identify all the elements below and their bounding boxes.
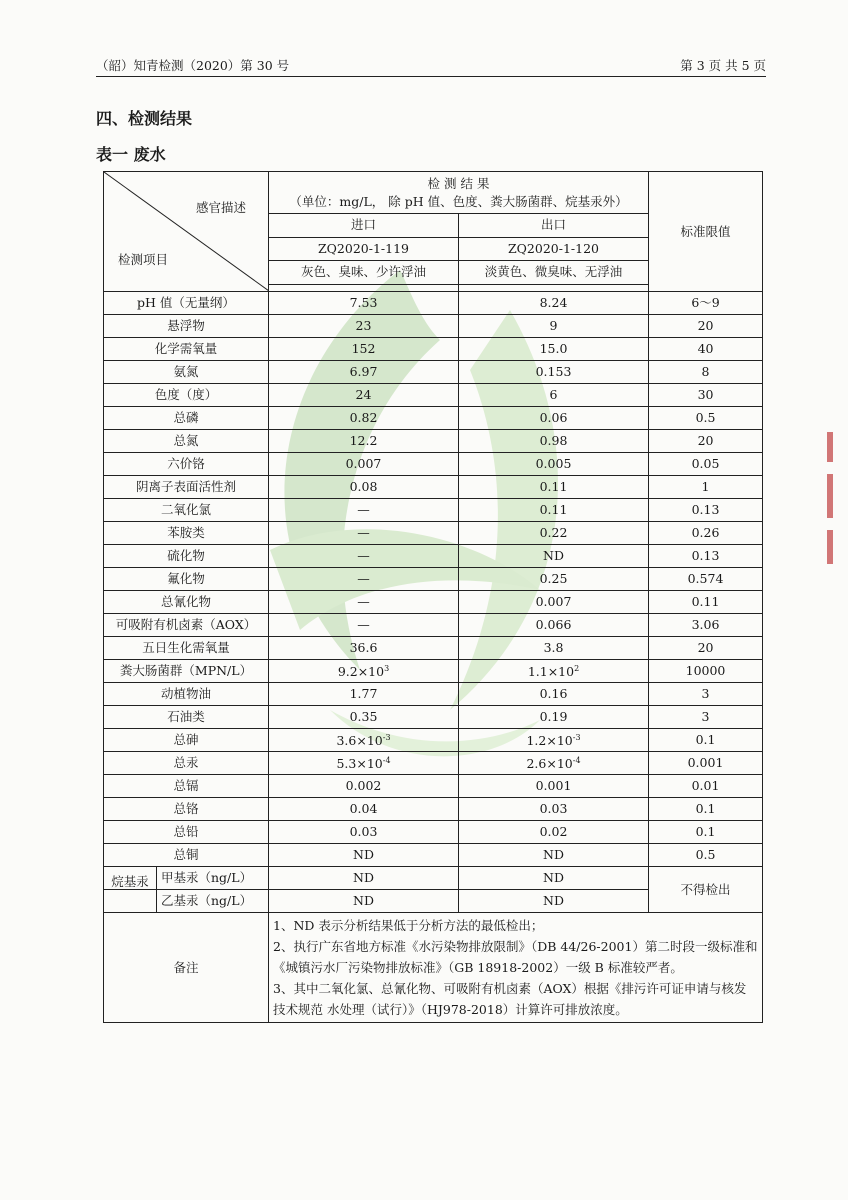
test-item: 硫化物	[104, 545, 269, 568]
inlet-value-text: 0.82	[349, 410, 378, 425]
standard-limit: 0.574	[649, 568, 763, 591]
remarks-row	[104, 913, 763, 1023]
outlet-value-text: 0.066	[535, 617, 572, 632]
test-item: 苯胺类	[104, 522, 269, 545]
table-row	[104, 545, 763, 568]
test-item: 化学需氧量	[104, 338, 269, 361]
outlet-value	[459, 499, 649, 522]
table-row	[104, 407, 763, 430]
outlet-value-text: 0.02	[539, 824, 568, 839]
results-title: 检 测 结 果	[427, 175, 490, 191]
inlet-value-text: —	[357, 571, 370, 586]
inlet-value	[269, 683, 459, 706]
standard-limit: 0.1	[649, 821, 763, 844]
test-item: 总铬	[104, 798, 269, 821]
outlet-exponent: 2	[574, 664, 580, 674]
standard-limit: 0.11	[649, 591, 763, 614]
inlet-value	[269, 384, 459, 407]
standard-header: 标准限值	[649, 172, 763, 292]
outlet-value: ND	[459, 867, 649, 890]
outlet-value	[459, 752, 649, 775]
outlet-value-text: 6	[549, 387, 558, 402]
outlet-value	[459, 522, 649, 545]
test-item: 总磷	[104, 407, 269, 430]
standard-limit: 3	[649, 683, 763, 706]
results-unit: （单位：mg/L， 除 pH 值、色度、粪大肠菌群、烷基汞外）	[289, 193, 628, 209]
standard-limit: 0.5	[649, 407, 763, 430]
standard-limit: 0.1	[649, 798, 763, 821]
alkyl-item-cell	[104, 890, 269, 913]
alkyl-group-label: 烷基汞	[104, 867, 157, 889]
outlet-value	[459, 591, 649, 614]
test-item: 总氮	[104, 430, 269, 453]
inlet-value-text: —	[357, 502, 370, 517]
header-diagonal-cell	[104, 172, 269, 292]
test-item: 总砷	[104, 729, 269, 752]
outlet-value-text: 9	[549, 318, 558, 333]
table-row	[104, 775, 763, 798]
table-row	[104, 614, 763, 637]
inlet-label: 进口	[269, 214, 459, 238]
outlet-value-text: ND	[543, 548, 564, 563]
test-item-label: 检测项目	[118, 252, 169, 267]
outlet-value-text: 0.11	[539, 479, 568, 494]
table-row	[104, 315, 763, 338]
inlet-value: ND	[269, 890, 459, 913]
test-item: 氟化物	[104, 568, 269, 591]
alkyl-group-spacer	[104, 890, 157, 912]
standard-limit: 0.13	[649, 499, 763, 522]
table-row	[104, 338, 763, 361]
outlet-value-text: 0.06	[539, 410, 568, 425]
test-item: 阴离子表面活性剂	[104, 476, 269, 499]
outlet-value: ND	[459, 890, 649, 913]
inlet-value	[269, 637, 459, 660]
test-item: 粪大肠菌群（MPN/L）	[104, 660, 269, 683]
table-row	[104, 591, 763, 614]
inlet-value	[269, 430, 459, 453]
outlet-value-text: 0.98	[539, 433, 568, 448]
diagonal-divider	[104, 172, 269, 291]
inlet-value-text: —	[357, 525, 370, 540]
inlet-value	[269, 476, 459, 499]
table-row	[104, 430, 763, 453]
inlet-value	[269, 315, 459, 338]
outlet-value-text: 0.25	[539, 571, 568, 586]
outlet-value-text: 1.1×10	[527, 664, 575, 680]
outlet-value	[459, 292, 649, 315]
inlet-exponent: 3	[384, 664, 390, 674]
test-item: 石油类	[104, 706, 269, 729]
outlet-value	[459, 614, 649, 637]
seal-mark	[827, 530, 833, 564]
report-number: （韶）知青检测（2020）第 30 号	[96, 58, 290, 73]
inlet-value	[269, 361, 459, 384]
standard-limit: 6～9	[649, 292, 763, 315]
seal-mark	[827, 474, 833, 518]
outlet-value-text: 3.8	[543, 640, 564, 655]
inlet-value	[269, 752, 459, 775]
outlet-value-text: 0.11	[539, 502, 568, 517]
inlet-value	[269, 292, 459, 315]
test-item: 六价铬	[104, 453, 269, 476]
table-row	[104, 292, 763, 315]
inlet-value-text: 9.2×10	[337, 664, 385, 680]
table-row	[104, 384, 763, 407]
test-item: 悬浮物	[104, 315, 269, 338]
standard-limit: 0.001	[649, 752, 763, 775]
table-row	[104, 476, 763, 499]
inlet-value-text: 152	[351, 341, 376, 356]
inlet-value	[269, 729, 459, 752]
outlet-value-text: 0.153	[535, 364, 572, 379]
section-title: 四、检测结果	[96, 109, 193, 128]
inlet-value	[269, 499, 459, 522]
outlet-value	[459, 338, 649, 361]
test-item: 氨氮	[104, 361, 269, 384]
table-row	[104, 361, 763, 384]
test-item: 可吸附有机卤素（AOX）	[104, 614, 269, 637]
outlet-description: 淡黄色、微臭味、无浮油	[459, 261, 649, 285]
outlet-exponent: -3	[572, 733, 581, 743]
inlet-value-text: —	[357, 594, 370, 609]
inlet-value	[269, 338, 459, 361]
remark-item: 2、执行广东省地方标准《水污染物排放限制》（DB 44/26-2001）第二时段一级标准和《城镇污水厂污染物排放标准》（GB 18918-2002）一级 B 标准较严者。	[273, 939, 758, 975]
inlet-value-text: 36.6	[349, 640, 378, 655]
inlet-value-text: 5.3×10	[336, 756, 383, 772]
inlet-value-text: ND	[353, 847, 374, 862]
table-row	[104, 729, 763, 752]
inlet-value	[269, 545, 459, 568]
inlet-value	[269, 522, 459, 545]
remarks-text	[269, 913, 763, 1023]
standard-limit: 0.13	[649, 545, 763, 568]
test-item: 二氧化氯	[104, 499, 269, 522]
outlet-label: 出口	[459, 214, 649, 238]
outlet-value	[459, 315, 649, 338]
standard-limit: 0.01	[649, 775, 763, 798]
inlet-value-text: 0.007	[345, 456, 382, 471]
spacer-cell	[269, 284, 459, 291]
inlet-value-text: 1.77	[349, 686, 378, 701]
test-item: 动植物油	[104, 683, 269, 706]
outlet-value-text: ND	[543, 847, 564, 862]
wastewater-results-table	[103, 171, 763, 1023]
standard-limit: 3.06	[649, 614, 763, 637]
inlet-value	[269, 453, 459, 476]
outlet-value	[459, 706, 649, 729]
table-row	[104, 568, 763, 591]
test-item: 总氰化物	[104, 591, 269, 614]
inlet-value	[269, 614, 459, 637]
standard-limit: 0.5	[649, 844, 763, 867]
test-item: 色度（度）	[104, 384, 269, 407]
inlet-exponent: -3	[382, 733, 391, 743]
standard-limit: 20	[649, 315, 763, 338]
outlet-value-text: 15.0	[539, 341, 568, 356]
inlet-value	[269, 706, 459, 729]
inlet-value	[269, 568, 459, 591]
outlet-value	[459, 407, 649, 430]
standard-limit: 3	[649, 706, 763, 729]
inlet-code: ZQ2020-1-119	[269, 237, 459, 261]
inlet-value-text: —	[357, 548, 370, 563]
sensory-description-label: 感官描述	[195, 200, 246, 215]
table-row	[104, 660, 763, 683]
table-title: 表一 废水	[96, 145, 166, 164]
outlet-value-text: 8.24	[539, 295, 568, 310]
inlet-value-text: —	[357, 617, 370, 632]
outlet-value	[459, 660, 649, 683]
table-row	[104, 453, 763, 476]
alkyl-item-cell	[104, 867, 269, 890]
outlet-value	[459, 729, 649, 752]
inlet-value-text: 7.53	[349, 295, 378, 310]
outlet-value	[459, 430, 649, 453]
inlet-value-text: 24	[355, 387, 372, 402]
remark-item: 1、ND 表示分析结果低于分析方法的最低检出；	[273, 918, 544, 933]
standard-limit: 1	[649, 476, 763, 499]
outlet-value	[459, 683, 649, 706]
standard-limit: 不得检出	[649, 867, 763, 913]
outlet-value	[459, 637, 649, 660]
page-indicator: 第 3 页 共 5 页	[680, 58, 766, 73]
inlet-description: 灰色、臭味、少许浮油	[269, 261, 459, 285]
remarks-label: 备注	[104, 913, 269, 1023]
table-row	[104, 798, 763, 821]
outlet-value-text: 1.2×10	[526, 733, 573, 749]
results-header	[269, 172, 649, 214]
test-item: 总铜	[104, 844, 269, 867]
table-row	[104, 683, 763, 706]
inlet-value-text: 0.08	[349, 479, 378, 494]
inlet-value-text: 0.002	[345, 778, 382, 793]
seal-mark	[827, 432, 833, 462]
inlet-value	[269, 844, 459, 867]
outlet-value	[459, 568, 649, 591]
test-item: pH 值（无量纲）	[104, 292, 269, 315]
outlet-value	[459, 545, 649, 568]
standard-limit: 30	[649, 384, 763, 407]
standard-limit: 10000	[649, 660, 763, 683]
table-row	[104, 499, 763, 522]
inlet-value	[269, 821, 459, 844]
table-row	[104, 522, 763, 545]
standard-limit: 8	[649, 361, 763, 384]
page-header	[96, 54, 766, 77]
alkyl-item: 甲基汞（ng/L）	[161, 870, 253, 885]
test-item: 总汞	[104, 752, 269, 775]
test-item: 总镉	[104, 775, 269, 798]
outlet-value	[459, 453, 649, 476]
inlet-value-text: 12.2	[349, 433, 378, 448]
outlet-exponent: -4	[572, 756, 581, 766]
inlet-value: ND	[269, 867, 459, 890]
outlet-value	[459, 821, 649, 844]
alkyl-item: 乙基汞（ng/L）	[161, 893, 253, 908]
outlet-value	[459, 476, 649, 499]
outlet-value-text: 0.005	[535, 456, 572, 471]
spacer-cell	[459, 284, 649, 291]
inlet-value-text: 0.04	[349, 801, 378, 816]
inlet-value-text: 0.35	[349, 709, 378, 724]
outlet-value-text: 2.6×10	[526, 756, 573, 772]
standard-limit: 0.1	[649, 729, 763, 752]
standard-limit: 20	[649, 430, 763, 453]
inlet-value	[269, 591, 459, 614]
inlet-value	[269, 407, 459, 430]
standard-limit: 20	[649, 637, 763, 660]
outlet-code: ZQ2020-1-120	[459, 237, 649, 261]
outlet-value-text: 0.16	[539, 686, 568, 701]
test-item: 总铅	[104, 821, 269, 844]
table-row	[104, 844, 763, 867]
test-item: 五日生化需氧量	[104, 637, 269, 660]
outlet-value	[459, 798, 649, 821]
inlet-exponent: -4	[382, 756, 391, 766]
table-row	[104, 706, 763, 729]
outlet-value-text: 0.007	[535, 594, 572, 609]
table-row	[104, 752, 763, 775]
table-row	[104, 821, 763, 844]
inlet-value-text: 23	[355, 318, 372, 333]
standard-limit: 0.26	[649, 522, 763, 545]
outlet-value	[459, 361, 649, 384]
outlet-value-text: 0.19	[539, 709, 568, 724]
standard-limit: 40	[649, 338, 763, 361]
inlet-value	[269, 660, 459, 683]
outlet-value	[459, 844, 649, 867]
outlet-value	[459, 775, 649, 798]
outlet-value-text: 0.001	[535, 778, 572, 793]
inlet-value-text: 6.97	[349, 364, 378, 379]
seal-marks	[820, 432, 840, 576]
standard-limit: 0.05	[649, 453, 763, 476]
inlet-value-text: 3.6×10	[336, 733, 383, 749]
outlet-value-text: 0.22	[539, 525, 568, 540]
table-row	[104, 867, 763, 890]
inlet-value	[269, 775, 459, 798]
outlet-value-text: 0.03	[539, 801, 568, 816]
outlet-value	[459, 384, 649, 407]
table-row	[104, 637, 763, 660]
remark-item: 3、其中二氧化氯、总氰化物、可吸附有机卤素（AOX）根据《排污许可证申请与核发技术规范 水处理（试行）》（HJ978-2018）计算许可排放浓度。	[273, 981, 747, 1017]
inlet-value-text: 0.03	[349, 824, 378, 839]
inlet-value	[269, 798, 459, 821]
